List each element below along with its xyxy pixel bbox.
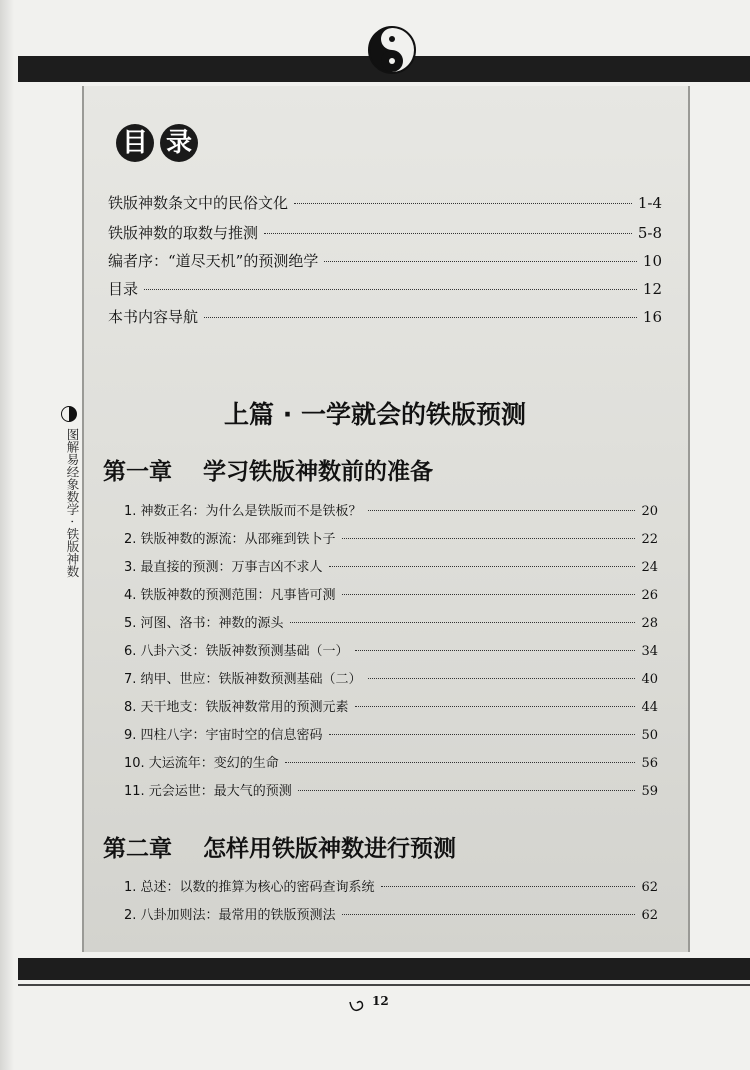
toc-entry-label: 目录 (108, 280, 139, 298)
toc-entry[interactable] (124, 668, 658, 687)
toc-entry-label: 本书内容导航 (108, 308, 199, 326)
dot-leader (342, 594, 636, 595)
toc-entry-label: 10. 大运流年：变幻的生命 (124, 756, 279, 771)
toc-entry[interactable] (108, 278, 662, 299)
toc-entry-page: 12 (642, 280, 662, 298)
dot-leader (298, 790, 636, 791)
toc-entry-page: 16 (642, 308, 662, 326)
toc-entry-label: 1. 总述：以数的推算为核心的密码查询系统 (124, 880, 375, 895)
toc-entry[interactable] (124, 724, 658, 743)
toc-entry-page: 22 (641, 532, 658, 547)
toc-entry-label: 1. 神数正名：为什么是铁版而不是铁板？ (124, 504, 362, 519)
toc-entry-page: 62 (641, 908, 658, 923)
dot-leader (329, 734, 636, 735)
dot-leader (355, 650, 636, 651)
dot-leader (290, 622, 636, 623)
toc-entry-page: 10 (642, 252, 662, 270)
toc-entry-label: 8. 天干地支：铁版神数常用的预测元素 (124, 700, 349, 715)
toc-entry-page: 24 (641, 560, 658, 575)
chapter-heading (103, 453, 433, 486)
toc-entry-label: 2. 八卦加则法：最常用的铁版预测法 (124, 908, 336, 923)
side-running-title: 图解易经象数学 · 铁版神数 (65, 428, 80, 578)
dot-leader (264, 233, 632, 234)
toc-entry-label: 铁版神数的取数与推测 (108, 224, 259, 242)
yinyang-icon (368, 26, 416, 74)
dot-leader (368, 510, 636, 511)
footer-rule (18, 984, 750, 986)
dot-leader (324, 261, 637, 262)
chapter-title: 学习铁版神数前的准备 (203, 459, 433, 485)
page-edge (0, 0, 14, 1070)
toc-entry-page: 40 (641, 672, 658, 687)
page-number: 12 (372, 994, 389, 1008)
toc-entry-page: 56 (641, 756, 658, 771)
dot-leader (285, 762, 636, 763)
toc-entry-label: 铁版神数条文中的民俗文化 (108, 194, 289, 212)
toc-entry-page: 62 (641, 880, 658, 895)
toc-entry-label: 9. 四柱八字：宇宙时空的信息密码 (124, 728, 323, 743)
chapter-number: 第一章 (103, 459, 172, 485)
toc-entry[interactable] (124, 904, 658, 923)
chapter-title: 怎样用铁版神数进行预测 (203, 836, 456, 862)
toc-entry[interactable] (124, 640, 658, 659)
toc-entry[interactable] (124, 556, 658, 575)
dot-leader (204, 317, 637, 318)
toc-entry-label: 5. 河图、洛书：神数的源头 (124, 616, 284, 631)
toc-entry[interactable] (124, 876, 658, 895)
dot-leader (368, 678, 636, 679)
toc-entry-page: 44 (641, 700, 658, 715)
toc-entry[interactable] (108, 222, 662, 243)
toc-entry[interactable] (124, 612, 658, 631)
content-panel (82, 86, 690, 952)
toc-entry-page: 1-4 (637, 194, 662, 212)
dot-leader (294, 203, 632, 204)
dot-leader (381, 886, 636, 887)
toc-entry-page: 26 (641, 588, 658, 603)
toc-entry-label: 11. 元会运世：最大气的预测 (124, 784, 292, 799)
toc-entry[interactable] (108, 250, 662, 271)
toc-entry-label: 7. 纳甲、世应：铁版神数预测基础（二） (124, 672, 362, 687)
toc-entry-label: 2. 铁版神数的源流：从邵雍到铁卜子 (124, 532, 336, 547)
swirl-ornament-icon (348, 998, 366, 1014)
part-title: 上篇 · 一学就会的铁版预测 (224, 400, 526, 429)
dot-leader (342, 538, 636, 539)
toc-entry-page: 5-8 (637, 224, 662, 242)
dot-leader (355, 706, 636, 707)
chapter-number: 第二章 (103, 836, 172, 862)
toc-entry[interactable] (124, 528, 658, 547)
dot-leader (329, 566, 636, 567)
toc-entry-label: 4. 铁版神数的预测范围：凡事皆可测 (124, 588, 336, 603)
toc-heading-char: 目 (116, 124, 154, 162)
toc-entry[interactable] (124, 584, 658, 603)
yinyang-small-icon (61, 406, 77, 422)
toc-entry[interactable] (108, 306, 662, 327)
toc-heading-char: 录 (160, 124, 198, 162)
toc-entry[interactable] (108, 192, 662, 213)
toc-entry[interactable] (124, 696, 658, 715)
toc-entry-label: 6. 八卦六爻：铁版神数预测基础（一） (124, 644, 349, 659)
toc-entry-page: 28 (641, 616, 658, 631)
footer-bar (18, 958, 750, 980)
toc-heading (116, 124, 198, 162)
toc-entry[interactable] (124, 500, 658, 519)
toc-entry-page: 50 (641, 728, 658, 743)
toc-entry-label: 编者序：“道尽天机”的预测绝学 (108, 252, 319, 270)
toc-entry-page: 20 (641, 504, 658, 519)
toc-entry[interactable] (124, 780, 658, 799)
dot-leader (144, 289, 637, 290)
toc-entry-label: 3. 最直接的预测：万事吉凶不求人 (124, 560, 323, 575)
toc-entry[interactable] (124, 752, 658, 771)
dot-leader (342, 914, 636, 915)
toc-entry-page: 34 (641, 644, 658, 659)
toc-entry-page: 59 (641, 784, 658, 799)
chapter-heading (103, 830, 456, 863)
